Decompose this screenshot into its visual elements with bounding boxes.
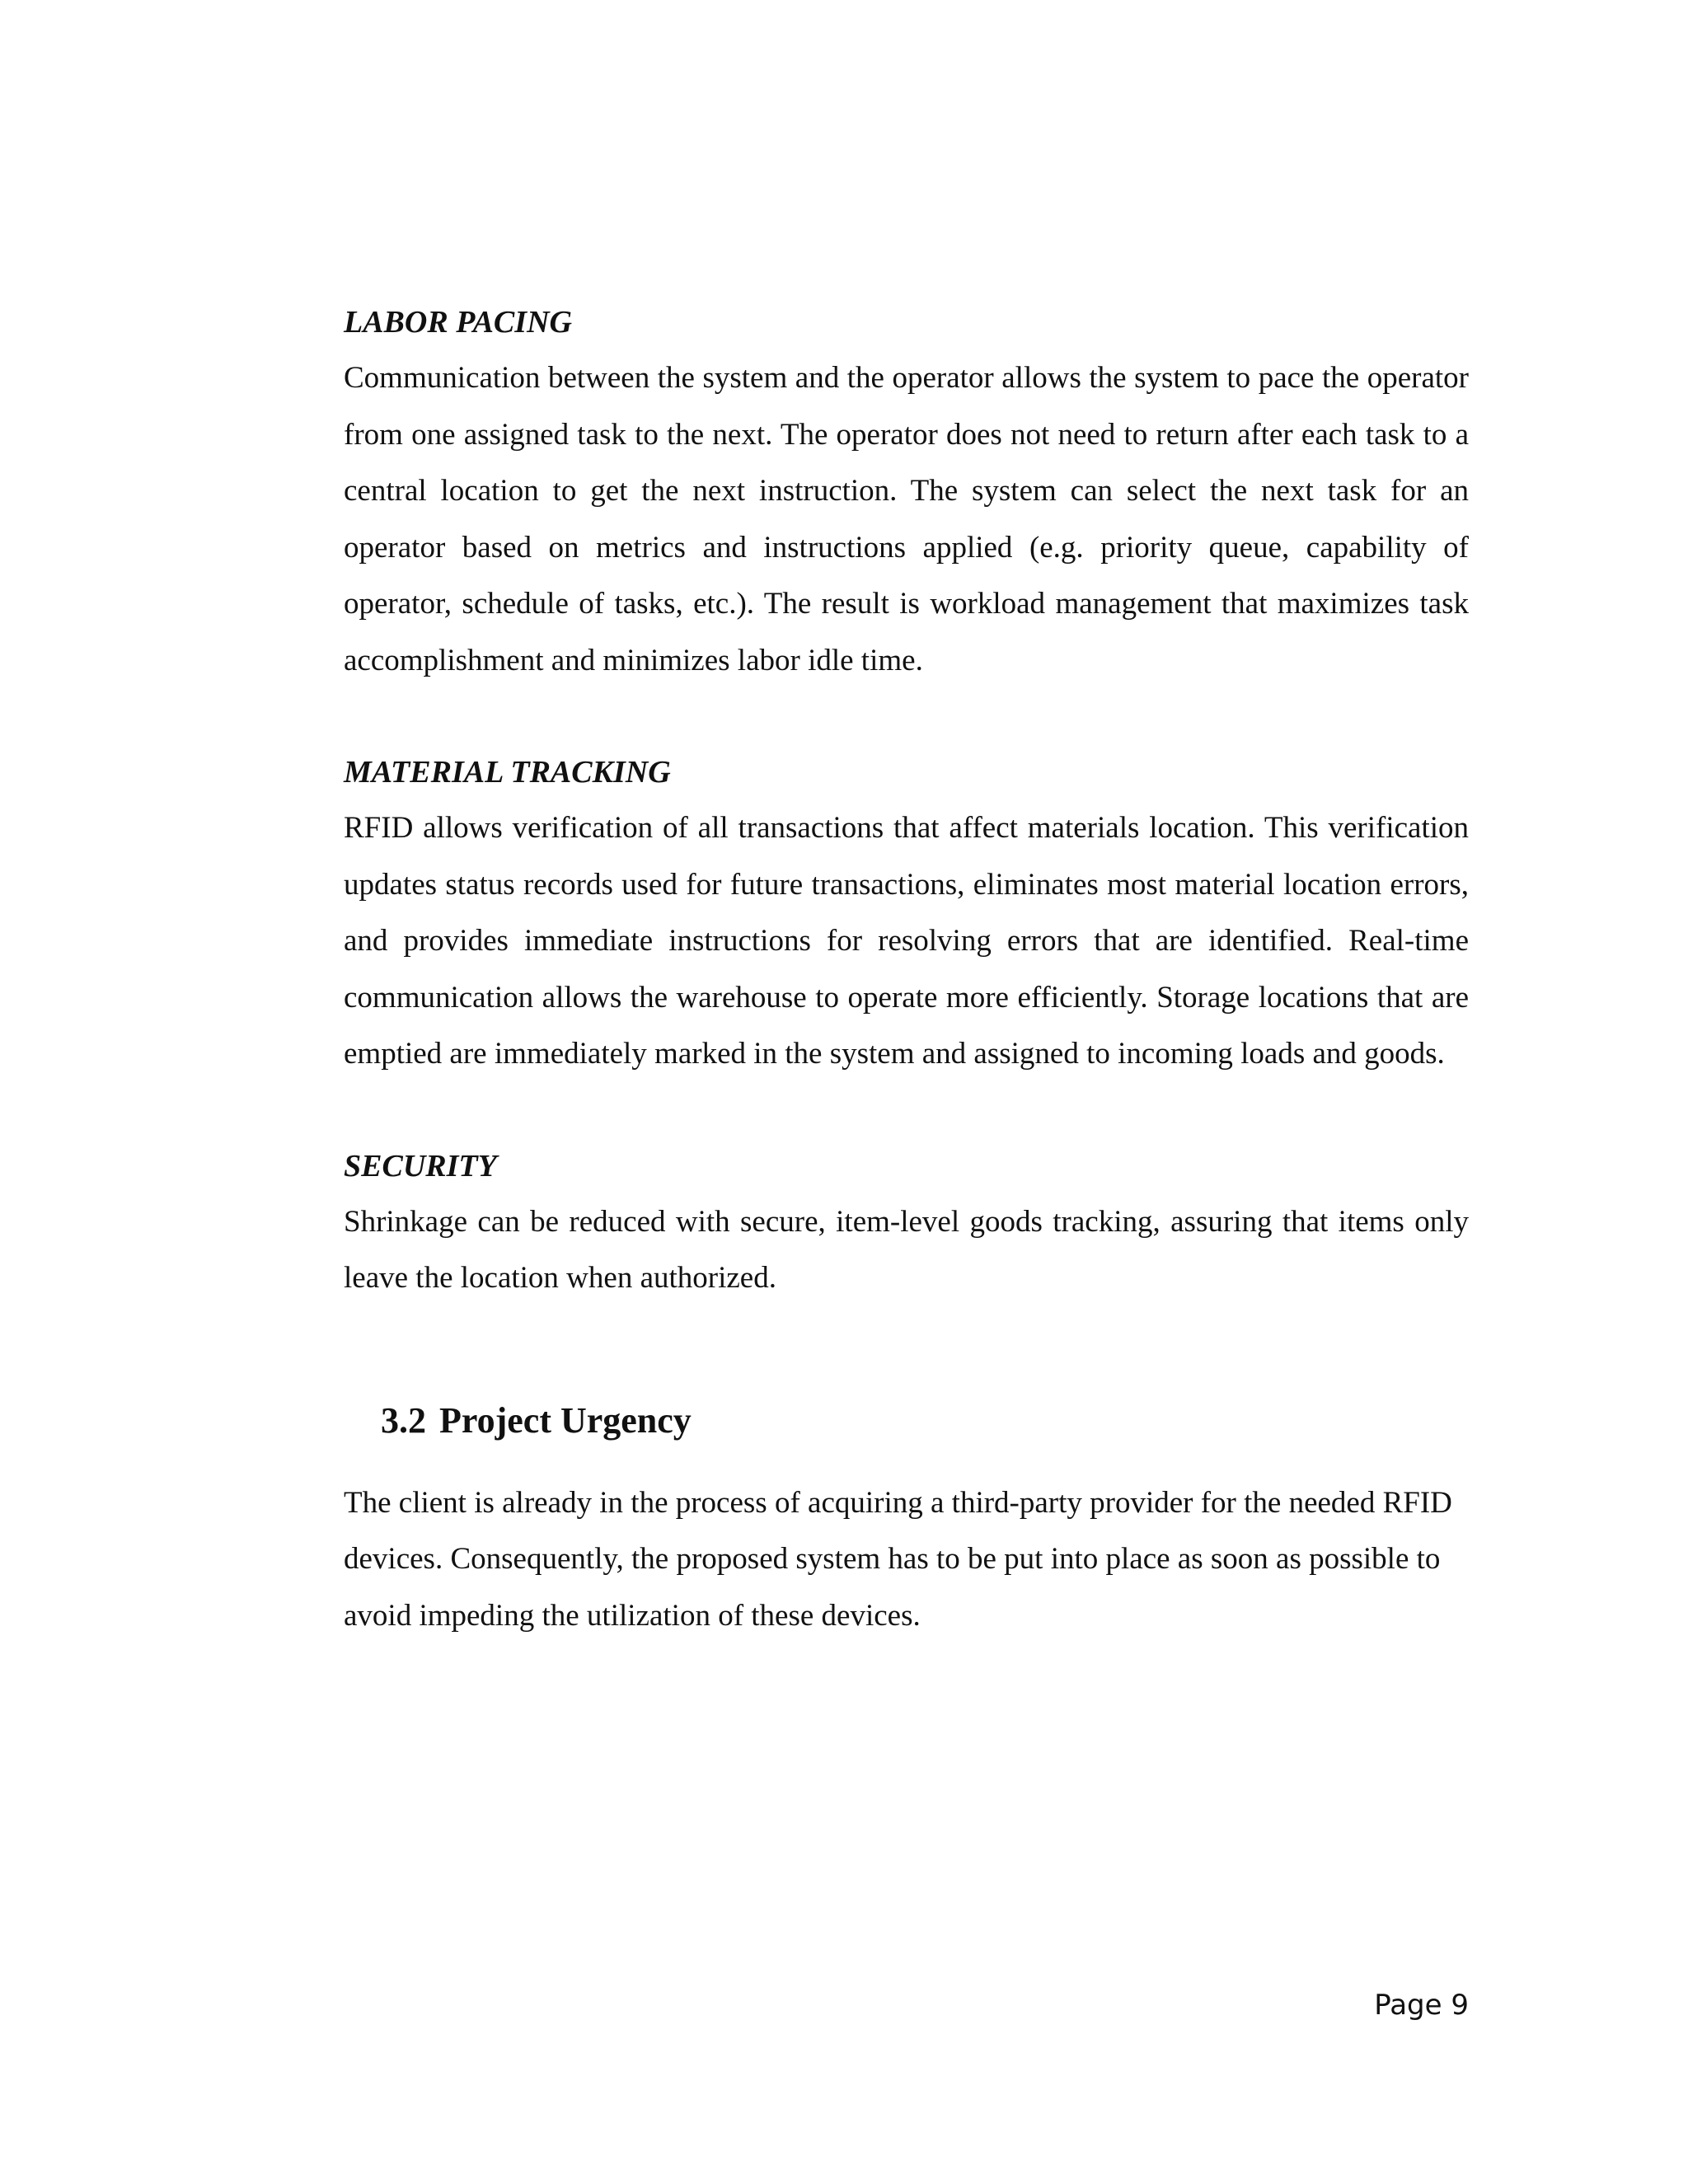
subsection-heading — [381, 1390, 1469, 1452]
subsection-number: 3.2 — [381, 1399, 426, 1441]
page-content — [344, 294, 1469, 1644]
section-body-security: Shrinkage can be reduced with secure, item-level goods tracking, assuring that items only leave the location when authorized. — [344, 1204, 1469, 1295]
section-body-labor-pacing: Communication between the system and the operator allows the system to pace the operator from one assigned task to the next. The operator does not need to return after each task to a central location to get the next instruction. The system can select the next task for an operator based on metrics and instructions applied (e.g. priority queue, capability of operator, schedule of tasks, etc.). The result is workload management that maximizes task accomplishment and minimizes labor idle time. — [344, 361, 1469, 677]
page-number: Page 9 — [1374, 1989, 1469, 2022]
subsection-body: The client is already in the process of acquiring a third-party provider for the needed RFID devices. Consequently, the proposed system has to be put into place as soon as possible to avoid impeding the utilization of these devices. — [344, 1485, 1452, 1633]
subsection-title: Project Urgency — [439, 1399, 692, 1441]
section-heading-security: SECURITY — [344, 1148, 497, 1183]
section-body-material-tracking: RFID allows verification of all transactions that affect materials location. This verification updates status records used for future transactions, eliminates most material location errors, and provides immediate instructions for resolving errors that are identified. Real-time communication allows the warehouse to operate more efficiently. Storage locations that are emptied are immediately marked in the system and assigned to incoming loads and goods. — [344, 811, 1469, 1071]
section-heading-material-tracking: MATERIAL TRACKING — [344, 755, 671, 790]
section-spacer — [344, 689, 1469, 744]
section-spacer — [344, 1083, 1469, 1138]
section-heading-labor-pacing: LABOR PACING — [344, 305, 572, 340]
